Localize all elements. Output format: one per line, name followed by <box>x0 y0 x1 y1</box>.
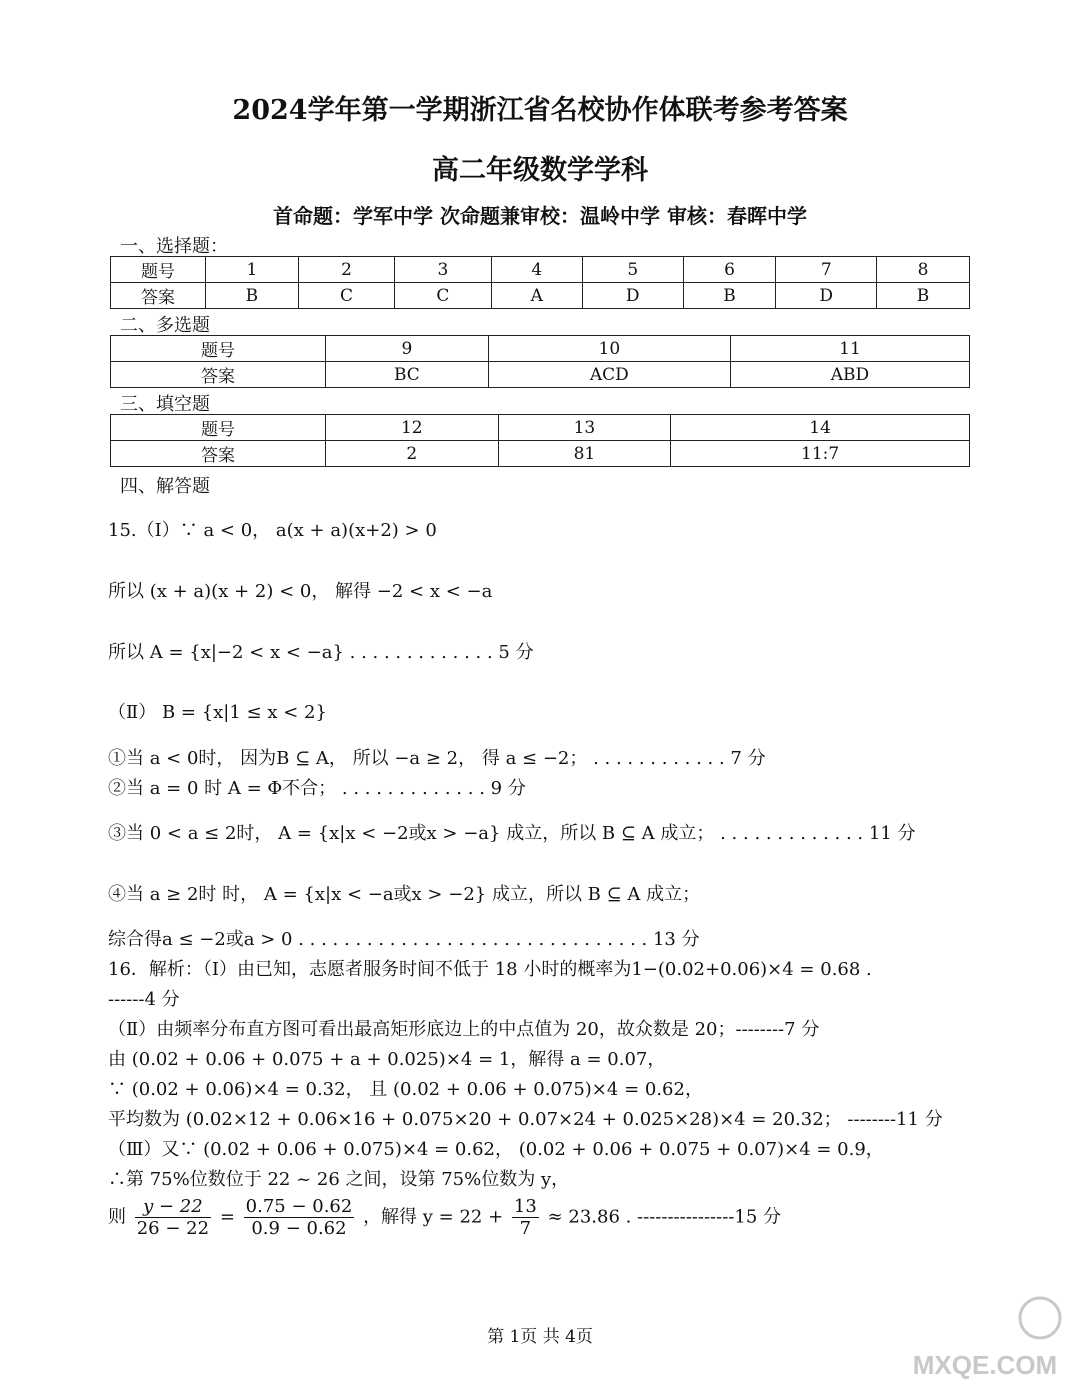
table-cell: A <box>491 283 582 309</box>
fraction <box>135 1196 211 1239</box>
table-cell: 8 <box>877 257 970 283</box>
table-row <box>111 336 970 362</box>
table-cell: 11:7 <box>671 441 970 467</box>
table-cell: BC <box>326 362 489 388</box>
solution-line: 所以 A = {x|−2 < x < −a} . . . . . . . . . . . . . 5 分 <box>108 642 534 663</box>
table-cell: D <box>776 283 877 309</box>
table-cell: C <box>298 283 394 309</box>
table-cell: 3 <box>395 257 491 283</box>
table-cell: C <box>395 283 491 309</box>
fraction-numerator: 13 <box>513 1196 537 1217</box>
table-row <box>111 283 970 309</box>
table-cell: 13 <box>498 415 671 441</box>
table-cell: 2 <box>326 441 499 467</box>
table-cell: 4 <box>491 257 582 283</box>
solution-line-fraction <box>108 1196 781 1239</box>
solution-line: （Ⅱ） B = {x|1 ≤ x < 2} <box>108 702 327 723</box>
row-label: 答案 <box>111 441 326 467</box>
document-subtitle: 高二年级数学学科 <box>432 155 648 186</box>
solution-line: （Ⅲ）又∵ (0.02 + 0.06 + 0.075)×4 = 0.62， (0.02 + 0.06 + 0.075 + 0.07)×4 = 0.9， <box>108 1139 884 1160</box>
fraction-denominator: 26 − 22 <box>136 1218 210 1239</box>
watermark-circle <box>1020 1298 1060 1338</box>
section-heading-fill: 三、填空题 <box>120 394 210 415</box>
table-row <box>111 441 970 467</box>
page-footer: 第 1页 共 4页 <box>487 1327 593 1347</box>
text: 则 <box>108 1206 126 1228</box>
table-cell: 12 <box>326 415 499 441</box>
section-heading-solution: 四、解答题 <box>120 476 210 497</box>
solution-line: ------4 分 <box>108 989 180 1010</box>
table-cell: 6 <box>683 257 776 283</box>
fraction-numerator: y − 22 <box>135 1196 211 1218</box>
row-label: 答案 <box>111 362 326 388</box>
multi-answer-table <box>110 335 970 388</box>
row-label: 题号 <box>111 336 326 362</box>
table-cell: 10 <box>488 336 730 362</box>
solution-line: ①当 a < 0时， 因为B ⊆ A， 所以 −a ≥ 2， 得 a ≤ −2； . . . . . . . . . . . . 7 分 <box>108 748 766 769</box>
solution-line: ∵ (0.02 + 0.06)×4 = 0.32， 且 (0.02 + 0.06 + 0.075)×4 = 0.62， <box>108 1079 703 1100</box>
table-cell: B <box>877 283 970 309</box>
table-cell: 5 <box>582 257 683 283</box>
authors-line: 首命题：学军中学 次命题兼审校：温岭中学 审核：春晖中学 <box>273 204 807 228</box>
table-row <box>111 362 970 388</box>
table-cell: 9 <box>326 336 489 362</box>
table-cell: 11 <box>730 336 969 362</box>
fill-answer-table <box>110 414 970 467</box>
table-cell: B <box>206 283 299 309</box>
fraction <box>512 1196 539 1239</box>
table-cell: 1 <box>206 257 299 283</box>
solution-line: 综合得a ≤ −2或a > 0 . . . . . . . . . . . . . . . . . . . . . . . . . . . . . . . 13 分 <box>108 929 700 950</box>
row-label: 题号 <box>111 415 326 441</box>
document-title: 2024学年第一学期浙江省名校协作体联考参考答案 <box>232 95 848 126</box>
solution-line: 15.（Ⅰ）∵ a < 0， a(x + a)(x+2) > 0 <box>108 520 437 541</box>
table-cell: D <box>582 283 683 309</box>
text: = <box>219 1206 235 1228</box>
fraction-denominator: 7 <box>519 1218 532 1239</box>
solution-line: ④当 a ≥ 2时 时， A = {x|x < −a或x > −2} 成立，所以 B ⊆ A 成立； <box>108 884 701 905</box>
watermark-logo <box>900 1290 1070 1380</box>
choice-answer-table <box>110 256 970 309</box>
row-label: 答案 <box>111 283 206 309</box>
table-cell: 81 <box>498 441 671 467</box>
solution-line: ∴第 75%位数位于 22 ~ 26 之间，设第 75%位数为 y， <box>108 1169 570 1190</box>
table-cell: ACD <box>488 362 730 388</box>
solution-line: 由 (0.02 + 0.06 + 0.075 + a + 0.025)×4 = 1，解得 a = 0.07， <box>108 1049 666 1070</box>
table-cell: B <box>683 283 776 309</box>
table-cell: 14 <box>671 415 970 441</box>
section-heading-choice: 一、选择题： <box>120 236 228 257</box>
section-heading-multi: 二、多选题 <box>120 315 210 336</box>
text: ≈ 23.86 . ----------------15 分 <box>547 1206 781 1228</box>
row-label: 题号 <box>111 257 206 283</box>
solution-line: 所以 (x + a)(x + 2) < 0， 解得 −2 < x < −a <box>108 581 493 602</box>
solution-line: （Ⅱ）由频率分布直方图可看出最高矩形底边上的中点值为 20，故众数是 20；--------7 分 <box>108 1019 820 1040</box>
table-row <box>111 415 970 441</box>
solution-line: 16．解析：（Ⅰ）由已知，志愿者服务时间不低于 18 小时的概率为1−(0.02+0.06)×4 = 0.68 . <box>108 959 872 980</box>
table-row <box>111 257 970 283</box>
fraction <box>244 1196 355 1239</box>
solution-line: 平均数为 (0.02×12 + 0.06×16 + 0.075×20 + 0.07×24 + 0.025×28)×4 = 20.32； --------11 分 <box>108 1109 943 1130</box>
fraction-numerator: 0.75 − 0.62 <box>245 1196 353 1217</box>
text: ，解得 y = 22 + <box>363 1206 504 1228</box>
solution-line: ②当 a = 0 时 A = Φ不合； . . . . . . . . . . . . . 9 分 <box>108 778 526 799</box>
watermark-text: MXQE.COM <box>912 1350 1058 1380</box>
table-cell: 2 <box>298 257 394 283</box>
table-cell: ABD <box>730 362 969 388</box>
solution-line: ③当 0 < a ≤ 2时， A = {x|x < −2或x > −a} 成立，所以 B ⊆ A 成立； . . . . . . . . . . . . . 11 分 <box>108 823 916 844</box>
fraction-denominator: 0.9 − 0.62 <box>251 1218 347 1239</box>
table-cell: 7 <box>776 257 877 283</box>
